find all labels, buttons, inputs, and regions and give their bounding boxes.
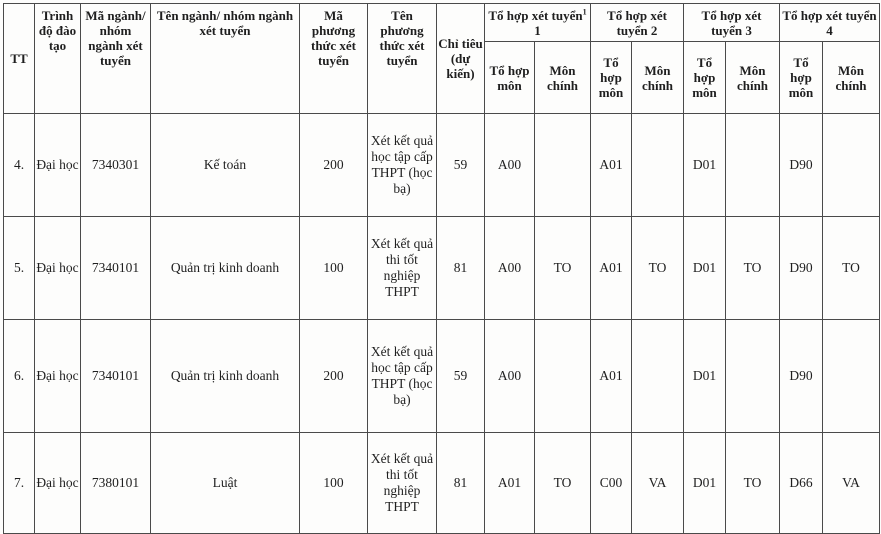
cell-quota: 59 — [437, 114, 485, 217]
cell-major-name: Luật — [151, 433, 300, 534]
cell-method-code: 200 — [300, 320, 368, 433]
cell-combo-3: D01 — [684, 433, 726, 534]
cell-main-1: TO — [535, 433, 591, 534]
cell-main-3: TO — [726, 217, 780, 320]
cell-main-4 — [823, 114, 880, 217]
cell-tt: 4. — [4, 114, 35, 217]
cell-tt: 5. — [4, 217, 35, 320]
cell-main-1: TO — [535, 217, 591, 320]
table-row — [4, 320, 880, 433]
cell-level: Đại học — [35, 114, 81, 217]
sub-main-3: Môn chính — [726, 42, 780, 114]
table-row — [4, 217, 880, 320]
cell-main-1 — [535, 320, 591, 433]
cell-combo-3: D01 — [684, 114, 726, 217]
cell-quota: 81 — [437, 433, 485, 534]
cell-level: Đại học — [35, 433, 81, 534]
cell-method-name: Xét kết quả thi tốt nghiệp THPT — [368, 433, 437, 534]
header-major-code: Mã ngành/ nhóm ngành xét tuyển — [81, 4, 151, 114]
cell-method-code: 100 — [300, 433, 368, 534]
sub-main-1: Môn chính — [535, 42, 591, 114]
cell-combo-1: A01 — [485, 433, 535, 534]
cell-main-4: VA — [823, 433, 880, 534]
cell-combo-3: D01 — [684, 320, 726, 433]
cell-main-3: TO — [726, 433, 780, 534]
cell-combo-3: D01 — [684, 217, 726, 320]
header-quota: Chỉ tiêu (dự kiến) — [437, 4, 485, 114]
cell-combo-2: A01 — [591, 320, 632, 433]
header-method-name: Tên phương thức xét tuyển — [368, 4, 437, 114]
admission-table — [3, 3, 880, 534]
cell-main-4: TO — [823, 217, 880, 320]
header-combo-1-num: 1 — [534, 22, 541, 38]
cell-main-3 — [726, 114, 780, 217]
cell-main-4 — [823, 320, 880, 433]
cell-method-code: 100 — [300, 217, 368, 320]
cell-method-name: Xét kết quả học tập cấp THPT (học bạ) — [368, 320, 437, 433]
cell-major-name: Quản trị kinh doanh — [151, 217, 300, 320]
cell-major-code: 7340101 — [81, 217, 151, 320]
cell-combo-4: D90 — [780, 114, 823, 217]
cell-combo-1: A00 — [485, 320, 535, 433]
header-level: Trình độ đào tạo — [35, 4, 81, 114]
cell-combo-4: D90 — [780, 320, 823, 433]
cell-combo-4: D66 — [780, 433, 823, 534]
header-row-1 — [4, 4, 880, 42]
cell-main-2 — [632, 114, 684, 217]
header-combo-3: Tổ hợp xét tuyển 3 — [684, 4, 780, 42]
table-row — [4, 433, 880, 534]
sub-combo-4: Tổ hợp môn — [780, 42, 823, 114]
sub-combo-1: Tổ hợp môn — [485, 42, 535, 114]
cell-main-3 — [726, 320, 780, 433]
cell-combo-1: A00 — [485, 217, 535, 320]
cell-major-code: 7340301 — [81, 114, 151, 217]
cell-major-code: 7340101 — [81, 320, 151, 433]
cell-combo-2: A01 — [591, 217, 632, 320]
cell-method-name: Xét kết quả học tập cấp THPT (học bạ) — [368, 114, 437, 217]
cell-level: Đại học — [35, 320, 81, 433]
cell-tt: 7. — [4, 433, 35, 534]
cell-main-2: VA — [632, 433, 684, 534]
header-method-code: Mã phương thức xét tuyển — [300, 4, 368, 114]
header-combo-1-text: Tổ hợp xét tuyển — [488, 7, 583, 23]
sub-combo-3: Tổ hợp môn — [684, 42, 726, 114]
sub-combo-2: Tổ hợp môn — [591, 42, 632, 114]
cell-major-name: Quản trị kinh doanh — [151, 320, 300, 433]
cell-main-2 — [632, 320, 684, 433]
header-combo-4: Tổ hợp xét tuyển 4 — [780, 4, 880, 42]
cell-combo-4: D90 — [780, 217, 823, 320]
cell-main-2: TO — [632, 217, 684, 320]
cell-method-name: Xét kết quả thi tốt nghiệp THPT — [368, 217, 437, 320]
sub-main-2: Môn chính — [632, 42, 684, 114]
cell-major-code: 7380101 — [81, 433, 151, 534]
header-tt: TT — [4, 4, 35, 114]
footnote-marker: 1 — [582, 7, 587, 17]
cell-combo-2: C00 — [591, 433, 632, 534]
cell-combo-2: A01 — [591, 114, 632, 217]
cell-quota: 59 — [437, 320, 485, 433]
sub-main-4: Môn chính — [823, 42, 880, 114]
cell-main-1 — [535, 114, 591, 217]
cell-quota: 81 — [437, 217, 485, 320]
header-combo-1 — [485, 4, 591, 42]
cell-major-name: Kế toán — [151, 114, 300, 217]
cell-combo-1: A00 — [485, 114, 535, 217]
table-row — [4, 114, 880, 217]
cell-tt: 6. — [4, 320, 35, 433]
header-major-name: Tên ngành/ nhóm ngành xét tuyển — [151, 4, 300, 114]
cell-method-code: 200 — [300, 114, 368, 217]
header-combo-2: Tổ hợp xét tuyển 2 — [591, 4, 684, 42]
cell-level: Đại học — [35, 217, 81, 320]
